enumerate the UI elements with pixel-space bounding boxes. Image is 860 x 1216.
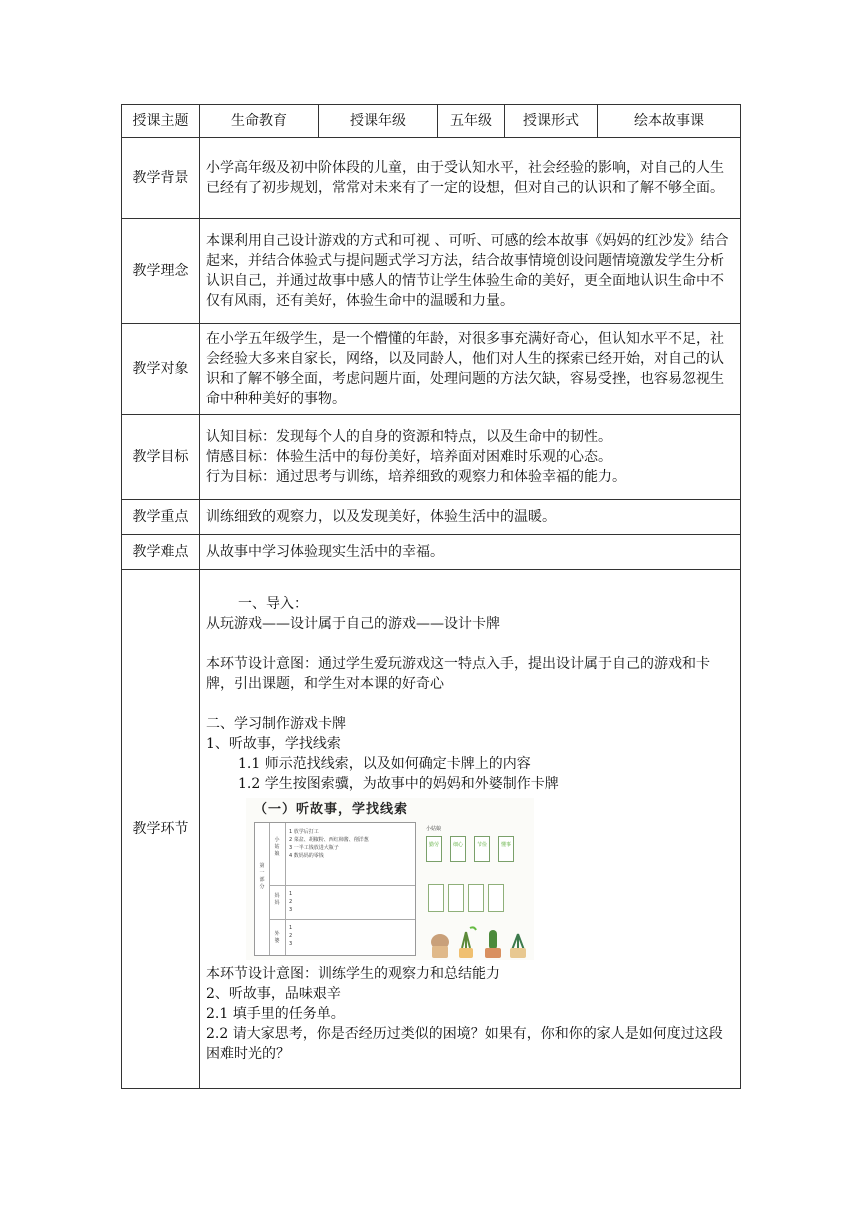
slide-title: （一）听故事，学找线索: [254, 802, 409, 817]
row-difficulty: [122, 535, 741, 570]
intro-heading: 一、导入：: [238, 596, 308, 612]
row-content: [200, 570, 741, 1089]
item-1: 1、听故事，学找线索: [206, 736, 341, 752]
row-content: 从故事中学习体验现实生活中的幸福。: [200, 535, 741, 570]
clue-table-row1-label: 小姑娘: [274, 837, 280, 857]
row-label: 教学目标: [122, 415, 200, 500]
clue-table-part-label: 第一部分: [259, 863, 265, 890]
clue-number: 2: [289, 933, 293, 939]
clue-item: 1 放学后打工: [289, 829, 319, 835]
header-subject-label: 授课主题: [122, 105, 200, 138]
header-grade-value: 五年级: [438, 105, 505, 138]
row-label: 教学环节: [122, 570, 200, 1089]
intro-line: 从玩游戏——设计属于自己的游戏——设计卡牌: [206, 616, 500, 632]
slide-image: [246, 798, 534, 960]
header-row: [122, 105, 741, 138]
clue-table-row3-label: 外婆: [274, 931, 280, 944]
row-label: 教学重点: [122, 500, 200, 535]
card-thrifty: 节俭: [474, 836, 490, 862]
clue-item: 3 一半工钱放进大瓶子: [289, 845, 339, 851]
goal-behavioral: 行为目标：通过思考与训练，培养细致的观察力和体验幸福的能力。: [206, 469, 626, 485]
row-concept: [122, 219, 741, 324]
clue-item: 2 菜盆、胡椒粉、西红柿酱、削洋葱: [289, 837, 369, 843]
blank-card: [488, 884, 504, 912]
clue-number: 1: [289, 891, 293, 897]
intro-intent: 本环节设计意图：通过学生爱玩游戏这一特点入手，提出设计属于自己的游戏和卡牌，引出课题，和学生对本课的好奇心: [206, 656, 710, 692]
clue-number: 3: [289, 941, 293, 947]
row-process: [122, 570, 741, 1089]
row-background: [122, 138, 741, 219]
row-content: 训练细致的观察力，以及发现美好，体验生活中的温暖。: [200, 500, 741, 535]
blank-card: [428, 884, 444, 912]
card-careful: 细心: [450, 836, 466, 862]
card-diligent: 勤劳: [426, 836, 442, 862]
clue-item: 4 数妈妈的零钱: [289, 853, 324, 859]
item-1-1: 1.1 师示范找线索，以及如何确定卡牌上的内容: [238, 756, 531, 772]
row-content: [200, 415, 741, 500]
clue-table-row2-label: 妈妈: [274, 893, 280, 906]
row-content: 在小学五年级学生，是一个懵懂的年龄，对很多事充满好奇心，但认知水平不足，社会经验大多来自家长，网络，以及同龄人，他们对人生的探索已经开始，对自己的认识和了解不够全面，考虑问题片面，处理问题的方法欠缺，容易受挫，也容易忽视生命中种种美好的事物。: [200, 324, 741, 415]
clue-number: 1: [289, 925, 293, 931]
goal-emotional: 情感目标：体验生活中的每份美好，培养面对困难时乐观的心态。: [206, 449, 612, 465]
header-grade-label: 授课年级: [319, 105, 438, 138]
card-header: 小姑娘: [426, 826, 442, 832]
lesson-plan-table: [121, 104, 741, 1089]
row-goals: [122, 415, 741, 500]
row-label: 教学难点: [122, 535, 200, 570]
header-format-label: 授课形式: [505, 105, 598, 138]
blank-card: [448, 884, 464, 912]
row-target: [122, 324, 741, 415]
card-sensible: 懂事: [498, 836, 514, 862]
clue-number: 3: [289, 907, 293, 913]
item-2-2: 2.2 请大家思考，你是否经历过类似的困境？如果有，你和你的家人是如何度过这段困难时光的？: [206, 1026, 723, 1062]
item-1-2: 1.2 学生按图索骥，为故事中的妈妈和外婆制作卡牌: [238, 776, 559, 792]
clue-number: 2: [289, 899, 293, 905]
item-2-1: 2.1 填手里的任务单。: [206, 1006, 345, 1022]
header-subject-value: 生命教育: [200, 105, 319, 138]
succulent-plants-icon: [428, 924, 532, 960]
row-label: 教学对象: [122, 324, 200, 415]
clue-table: [254, 822, 416, 956]
item-1-intent: 本环节设计意图：训练学生的观察力和总结能力: [206, 966, 500, 982]
header-format-value: 绘本故事课: [598, 105, 741, 138]
blank-card: [468, 884, 484, 912]
row-label: 教学理念: [122, 219, 200, 324]
row-content: 小学高年级及初中阶体段的儿童，由于受认知水平，社会经验的影响，对自己的人生已经有了初步规划，常常对未来有了一定的设想，但对自己的认识和了解不够全面。: [200, 138, 741, 219]
section2-heading: 二、学习制作游戏卡牌: [206, 716, 346, 732]
row-focus: [122, 500, 741, 535]
goal-cognitive: 认知目标：发现每个人的自身的资源和特点，以及生命中的韧性。: [206, 429, 612, 445]
item-2: 2、听故事，品味艰辛: [206, 986, 341, 1002]
row-content: 本课利用自己设计游戏的方式和可视 、可听、可感的绘本故事《妈妈的红沙发》结合起来，并结合体验式与提问题式学习方法，结合故事情境创设问题情境激发学生分析认识自己，并通过故事中感人的情节让学生体验生命的美好，更全面地认识生命中不仅有风雨，还有美好，体验生命中的温暖和力量。: [200, 219, 741, 324]
row-label: 教学背景: [122, 138, 200, 219]
